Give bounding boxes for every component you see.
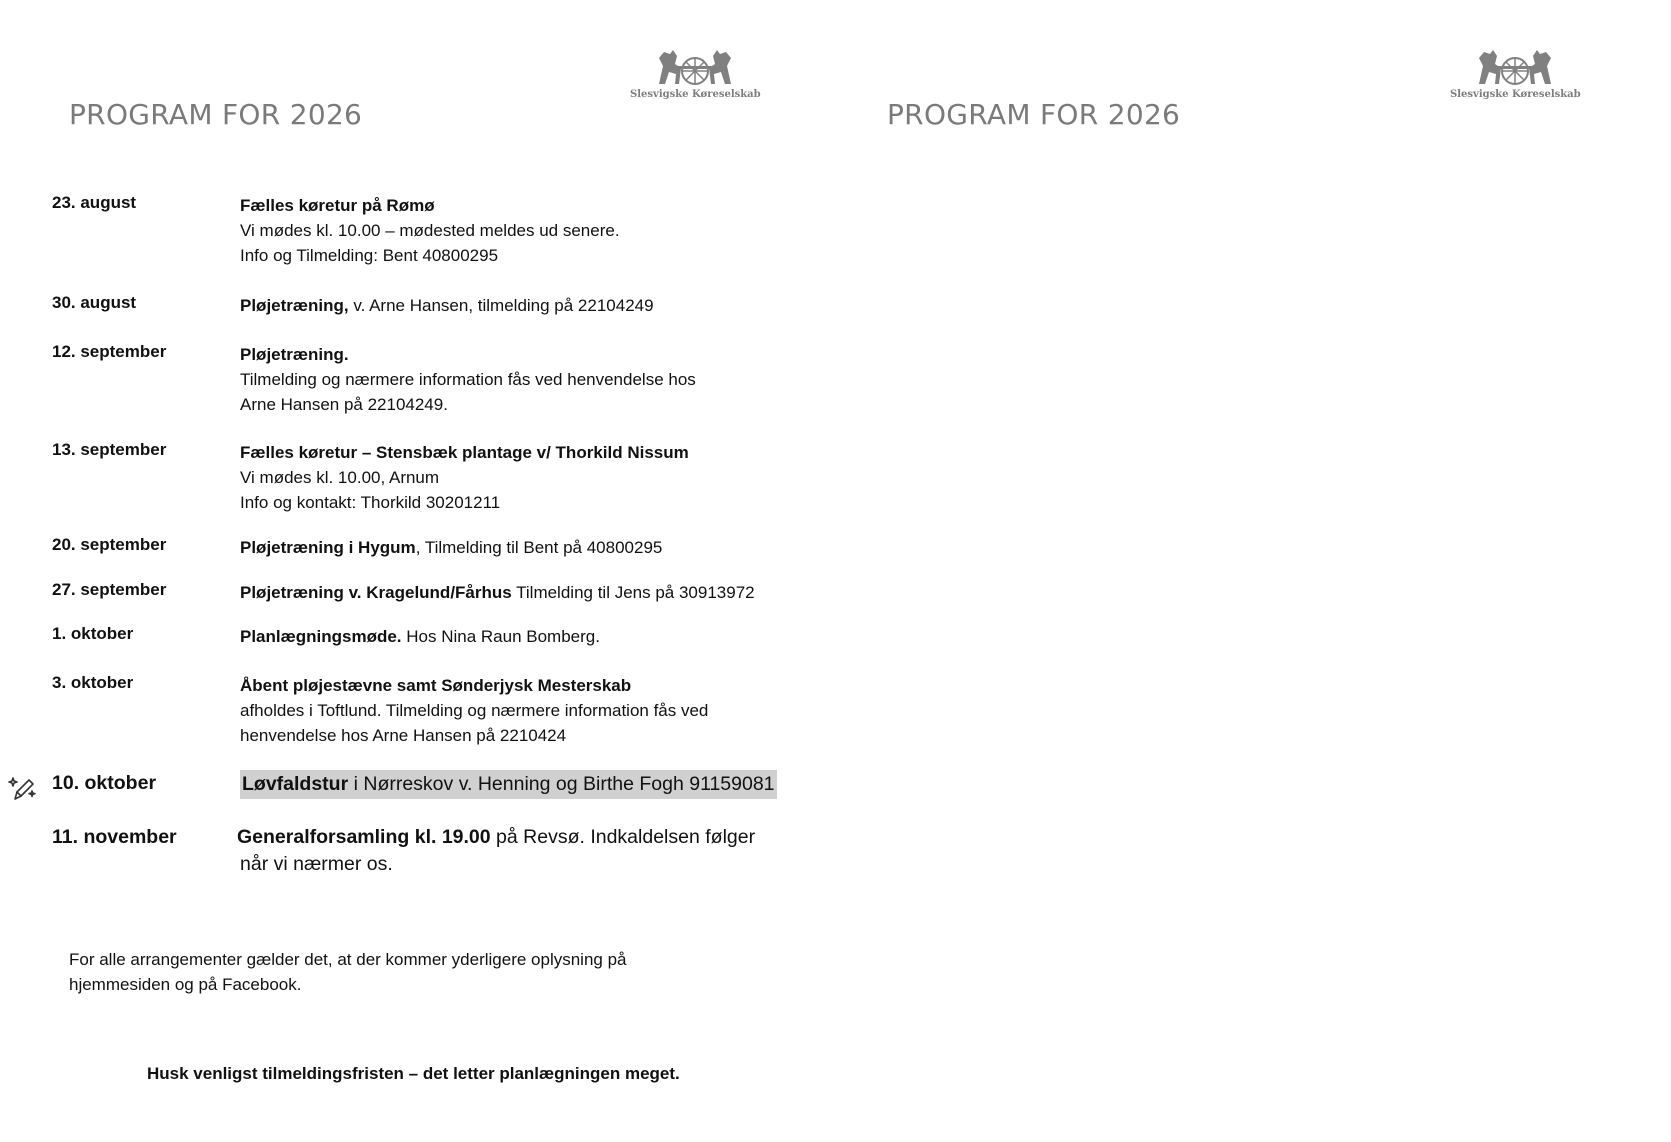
event-detail: Info og Tilmelding: Bent 40800295 (240, 246, 499, 265)
lions-and-wheel-emblem (655, 44, 735, 88)
event-detail: Tilmelding til Jens på 30913972 (511, 583, 755, 602)
event-title: Pløjetræning. (240, 345, 349, 364)
event-description (240, 580, 755, 605)
event-date: 3. oktober (52, 673, 134, 692)
event-date: 23. august (52, 193, 137, 212)
event-detail: i Nørreskov v. Henning og Birthe Fogh 91159081 (348, 773, 775, 795)
event-description (237, 824, 755, 878)
general-note (69, 947, 627, 997)
event-description (240, 293, 654, 318)
event-date: 30. august (52, 293, 137, 312)
event-detail: , Tilmelding til Bent på 40800295 (415, 538, 663, 557)
event-title: Generalforsamling kl. 19.00 (237, 826, 491, 848)
logo-caption: Slesvigske Køreselskab (1450, 89, 1581, 100)
event-description (240, 673, 708, 748)
page-title: PROGRAM FOR 2026 (69, 98, 363, 131)
event-description (240, 193, 620, 268)
event-title: Pløjetræning v. Kragelund/Fårhus (240, 583, 512, 602)
event-date: 12. september (52, 342, 167, 361)
event-title: Pløjetræning, (240, 296, 349, 315)
note-line: hjemmesiden og på Facebook. (69, 975, 302, 994)
lions-and-wheel-emblem (1475, 44, 1555, 88)
event-detail: v. Arne Hansen, tilmelding på 22104249 (348, 296, 654, 315)
event-description (240, 770, 777, 799)
event-date: 27. september (52, 580, 167, 599)
page-left (0, 0, 835, 1142)
logo (630, 44, 760, 104)
logo (1450, 44, 1580, 104)
event-detail: på Revsø. Indkaldelsen følger (490, 826, 756, 848)
event-date: 10. oktober (52, 772, 157, 794)
event-description (240, 440, 689, 515)
event-detail: henvendelse hos Arne Hansen på 2210424 (240, 726, 567, 745)
event-description (240, 342, 696, 417)
event-detail: Vi mødes kl. 10.00, Arnum (240, 468, 440, 487)
logo-caption: Slesvigske Køreselskab (630, 89, 761, 100)
event-title: Løvfaldstur (242, 773, 349, 795)
event-date: 1. oktober (52, 624, 134, 643)
event-title: Planlægningsmøde. (240, 627, 402, 646)
event-title: Fælles køretur – Stensbæk plantage v/ Thorkild Nissum (240, 443, 689, 462)
event-detail: afholdes i Toftlund. Tilmelding og nærmere information fås ved (240, 701, 709, 720)
sparkle-pen-icon[interactable] (8, 774, 38, 804)
event-detail: Arne Hansen på 22104249. (240, 395, 448, 414)
reminder-text: Husk venligst tilmeldingsfristen – det letter planlægningen meget. (147, 1064, 680, 1083)
note-line: For alle arrangementer gælder det, at der kommer yderligere oplysning på (69, 950, 627, 969)
page-title: PROGRAM FOR 2026 (887, 98, 1181, 131)
event-detail: Info og kontakt: Thorkild 30201211 (240, 493, 501, 512)
event-title: Fælles køretur på Rømø (240, 196, 435, 215)
event-description (240, 535, 662, 560)
event-title: Pløjetræning i Hygum (240, 538, 416, 557)
event-detail: når vi nærmer os. (240, 853, 393, 875)
page-right (835, 0, 1671, 1142)
event-detail: Tilmelding og nærmere information fås ved henvendelse hos (240, 370, 696, 389)
highlighted-text (240, 770, 777, 799)
event-date: 11. november (52, 826, 177, 848)
event-description (240, 624, 600, 649)
event-detail: Vi mødes kl. 10.00 – mødested meldes ud senere. (240, 221, 620, 240)
event-detail: Hos Nina Raun Bomberg. (401, 627, 600, 646)
event-title: Åbent pløjestævne samt Sønderjysk Mesterskab (240, 676, 632, 695)
event-date: 13. september (52, 440, 167, 459)
event-date: 20. september (52, 535, 167, 554)
